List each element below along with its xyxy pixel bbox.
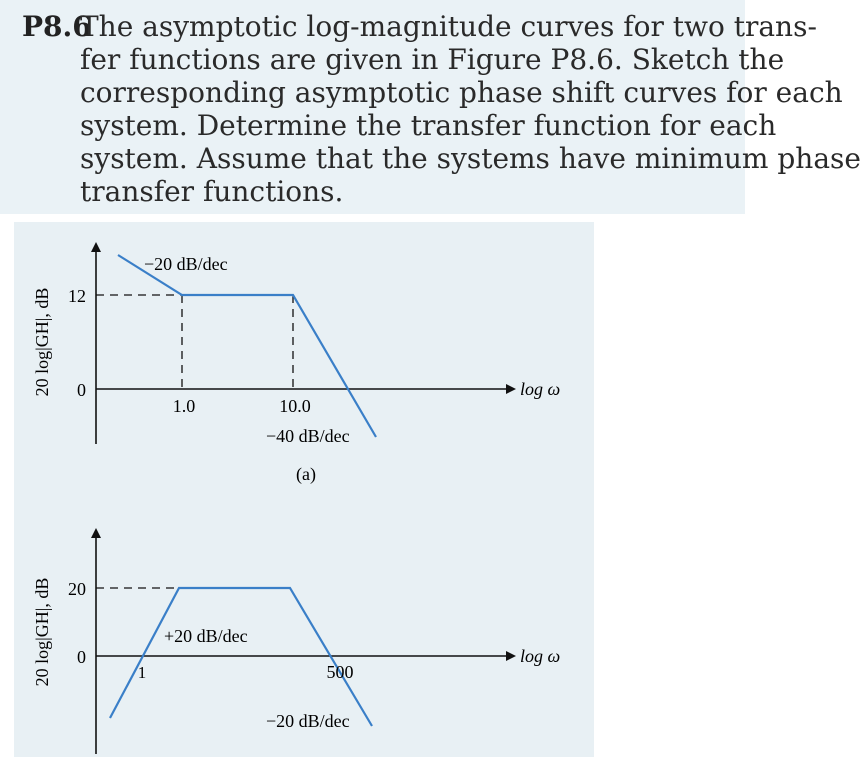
problem-line-5: system. Assume that the systems have minimum phase: [80, 142, 861, 175]
chart-b-xtick-500: 500: [326, 662, 354, 682]
chart-b-ytick-20: 20: [68, 579, 86, 599]
figure-svg: [14, 222, 594, 757]
chart-a-xtick-10: 10.0: [279, 396, 311, 416]
chart-b: [32, 530, 560, 754]
chart-a-caption: (a): [296, 464, 316, 484]
problem-line-6: transfer functions.: [80, 175, 344, 208]
chart-a-ylabel: 20 log|GH|, dB: [32, 287, 52, 397]
chart-b-xlabel: log ω: [520, 646, 561, 666]
problem-line-4: system. Determine the transfer function for each: [80, 109, 777, 142]
chart-a-ytick-0: 0: [77, 380, 86, 400]
chart-a-xlabel: log ω: [520, 379, 561, 399]
problem-line-3: corresponding asymptotic phase shift curves for each: [80, 76, 843, 109]
figure-panel: [14, 222, 594, 757]
chart-b-ylabel: 20 log|GH|, dB: [32, 577, 52, 687]
chart-a-slope-label-2: −40 dB/dec: [266, 426, 350, 446]
chart-b-slope-label-2: −20 dB/dec: [266, 711, 350, 731]
problem-statement: [0, 0, 861, 214]
chart-a-curve: [118, 255, 376, 437]
problem-line-1: The asymptotic log-magnitude curves for two trans-: [80, 10, 817, 43]
problem-line-2: fer functions are given in Figure P8.6. Sketch the: [80, 43, 785, 76]
chart-b-xtick-1: 1: [137, 663, 147, 682]
chart-a-ytick-12: 12: [68, 286, 86, 306]
problem-number: P8.6: [22, 10, 92, 43]
chart-b-ytick-0: 0: [77, 647, 86, 667]
chart-a: [32, 244, 560, 485]
chart-b-curve: [110, 588, 372, 726]
chart-a-xtick-1: 1.0: [172, 396, 196, 416]
chart-a-slope-label-1: −20 dB/dec: [144, 254, 228, 274]
chart-b-slope-label-1: +20 dB/dec: [164, 626, 248, 646]
